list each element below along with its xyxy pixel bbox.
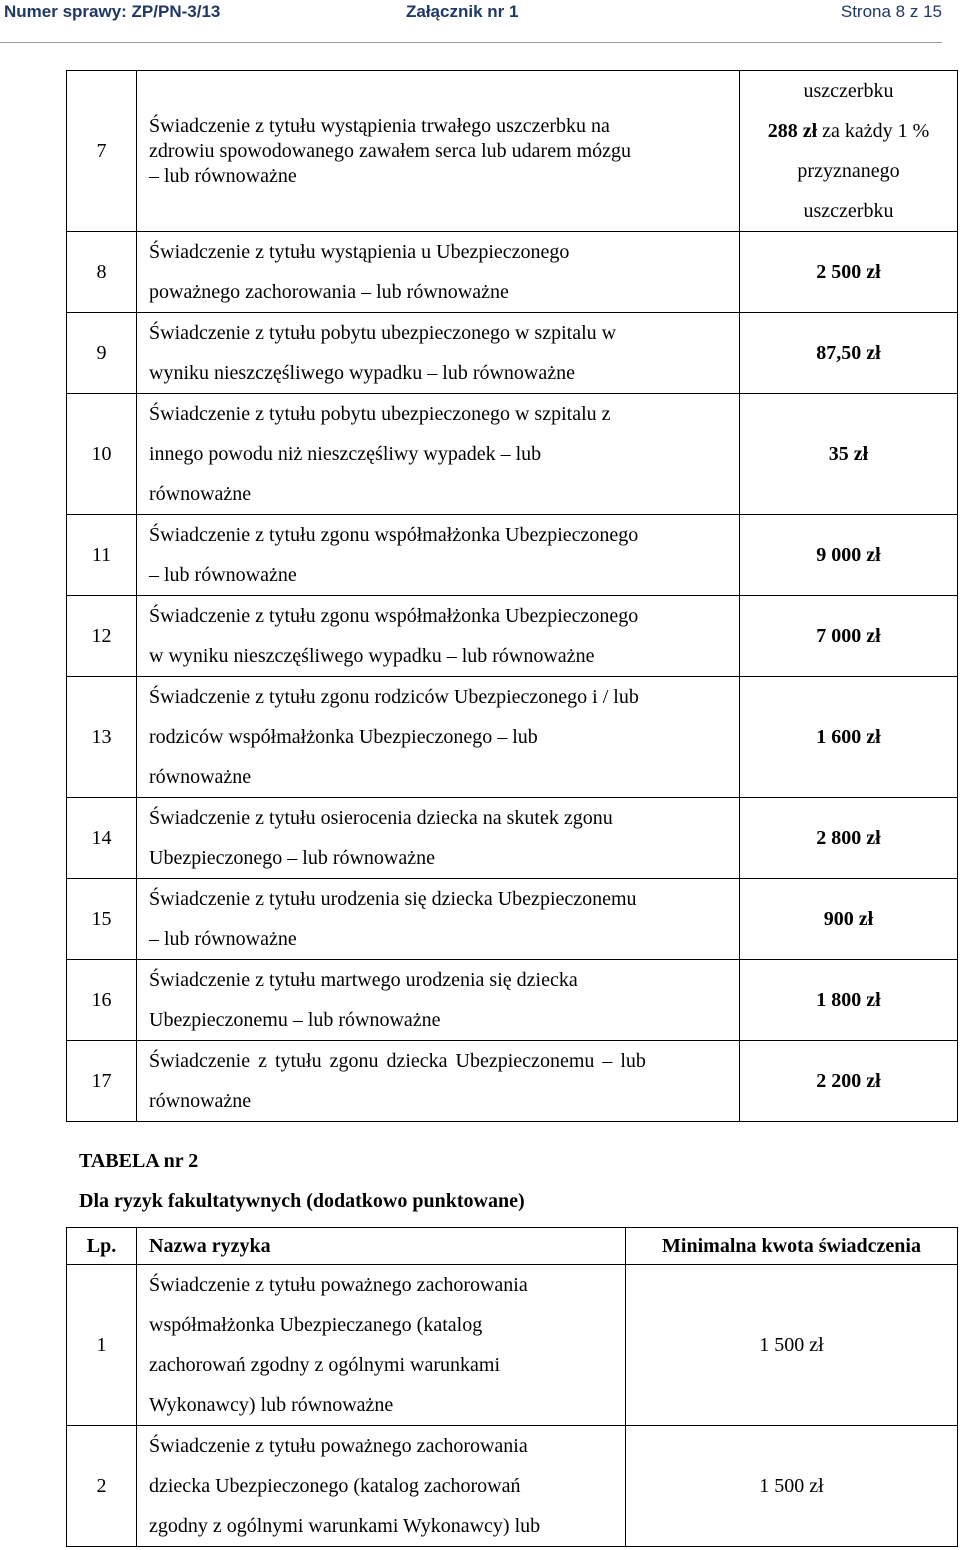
description-line: Świadczenie z tytułu wystąpienia trwałego uszczerbku na	[149, 114, 610, 137]
benefit-description	[137, 515, 740, 596]
description-line: równoważne	[149, 1090, 252, 1112]
header-divider	[0, 42, 942, 43]
benefit-amount: 87,50 zł	[740, 313, 958, 394]
table-row	[67, 798, 958, 879]
column-header-lp: Lp.	[67, 1228, 137, 1265]
table-row	[67, 596, 958, 677]
benefit-amount: 2 800 zł	[740, 798, 958, 879]
table-row	[67, 515, 958, 596]
case-number: Numer sprawy: ZP/PN-3/13	[4, 2, 221, 21]
description-line: równoważne	[149, 766, 252, 788]
row-number: 8	[67, 232, 137, 313]
risk-description	[137, 1426, 626, 1547]
table-row	[67, 232, 958, 313]
description-line: – lub równoważne	[149, 564, 297, 586]
description-line: Świadczenie z tytułu osierocenia dziecka na skutek zgonu	[149, 807, 613, 829]
description-line: Wykonawcy) lub równoważne	[149, 1394, 394, 1416]
benefits-table-2	[66, 1227, 958, 1547]
benefit-description	[137, 677, 740, 798]
table-row	[67, 1265, 958, 1426]
table-row	[67, 313, 958, 394]
row-number: 7	[67, 71, 137, 232]
benefit-description	[137, 394, 740, 515]
description-line: Świadczenie z tytułu poważnego zachorowania	[149, 1435, 528, 1457]
benefit-amount: 2 200 zł	[740, 1041, 958, 1122]
benefit-description	[137, 71, 740, 232]
table-2-subtitle: Dla ryzyk fakultatywnych (dodatkowo punktowane)	[79, 1190, 525, 1212]
row-number: 11	[67, 515, 137, 596]
page-number: Strona 8 z 15	[840, 2, 942, 21]
description-line: Świadczenie z tytułu zgonu współmałżonka Ubezpieczonego	[149, 605, 639, 627]
benefit-description	[137, 313, 740, 394]
row-number: 17	[67, 1041, 137, 1122]
row-number: 1	[67, 1265, 137, 1426]
minimum-amount: 1 500 zł	[626, 1426, 958, 1547]
benefit-description	[137, 798, 740, 879]
table-row	[67, 394, 958, 515]
table-2-title: TABELA nr 2	[79, 1150, 199, 1172]
benefit-description	[137, 232, 740, 313]
amount-line: 288 zł za każdy 1 %	[767, 120, 930, 142]
benefits-table-1	[66, 70, 958, 1122]
benefit-description	[137, 879, 740, 960]
amount-line: uszczerbku	[803, 200, 894, 222]
description-line: zdrowiu spowodowanego zawałem serca lub udarem mózgu	[149, 139, 632, 162]
description-line: Świadczenie z tytułu zgonu dziecka Ubezpieczonemu – lub	[149, 1050, 646, 1072]
page-header	[0, 0, 942, 30]
description-line: Świadczenie z tytułu martwego urodzenia się dziecka	[149, 969, 578, 991]
benefit-amount: 1 600 zł	[740, 677, 958, 798]
benefit-amount: 9 000 zł	[740, 515, 958, 596]
description-line: wyniku nieszczęśliwego wypadku – lub równoważne	[149, 362, 575, 384]
description-line: rodziców współmałżonka Ubezpieczonego – lub	[149, 726, 538, 748]
description-line: Ubezpieczonemu – lub równoważne	[149, 1009, 441, 1031]
amount-line: przyznanego	[797, 160, 900, 182]
description-line: innego powodu niż nieszczęśliwy wypadek – lub	[149, 443, 542, 465]
benefit-amount: 1 800 zł	[740, 960, 958, 1041]
amount-line: uszczerbku	[803, 80, 894, 102]
description-line: zachorowań zgodny z ogólnymi warunkami	[149, 1354, 501, 1376]
benefit-amount	[740, 71, 958, 232]
benefit-amount: 2 500 zł	[740, 232, 958, 313]
row-number: 10	[67, 394, 137, 515]
benefit-description	[137, 596, 740, 677]
risk-description	[137, 1265, 626, 1426]
description-line: Ubezpieczonego – lub równoważne	[149, 847, 435, 869]
description-line: zgodny z ogólnymi warunkami Wykonawcy) lub	[149, 1515, 541, 1537]
description-line: dziecka Ubezpieczonego (katalog zachorowań	[149, 1475, 521, 1497]
column-header-amount: Minimalna kwota świadczenia	[626, 1228, 958, 1265]
row-number: 15	[67, 879, 137, 960]
benefit-amount: 7 000 zł	[740, 596, 958, 677]
table-row	[67, 960, 958, 1041]
description-line: Świadczenie z tytułu zgonu współmałżonka Ubezpieczonego	[149, 524, 639, 546]
description-line: równoważne	[149, 483, 252, 505]
description-line: Świadczenie z tytułu pobytu ubezpieczonego w szpitalu w	[149, 322, 617, 344]
row-number: 2	[67, 1426, 137, 1547]
table-row	[67, 1426, 958, 1547]
description-line: – lub równoważne	[149, 164, 297, 187]
description-line: Świadczenie z tytułu wystąpienia u Ubezpieczonego	[149, 241, 570, 263]
table-row	[67, 1041, 958, 1122]
row-number: 9	[67, 313, 137, 394]
annex-label: Załącznik nr 1	[406, 2, 519, 21]
row-number: 13	[67, 677, 137, 798]
description-line: w wyniku nieszczęśliwego wypadku – lub równoważne	[149, 645, 595, 667]
table-row	[67, 879, 958, 960]
description-line: Świadczenie z tytułu pobytu ubezpieczonego w szpitalu z	[149, 403, 611, 425]
benefit-amount: 35 zł	[740, 394, 958, 515]
row-number: 14	[67, 798, 137, 879]
description-line: Świadczenie z tytułu urodzenia się dziecka Ubezpieczonemu	[149, 888, 637, 910]
description-line: poważnego zachorowania – lub równoważne	[149, 281, 509, 303]
table-row	[67, 677, 958, 798]
table-row	[67, 71, 958, 232]
benefit-description	[137, 1041, 740, 1122]
description-line: współmałżonka Ubezpieczanego (katalog	[149, 1314, 483, 1336]
table-header-row	[67, 1228, 958, 1265]
minimum-amount: 1 500 zł	[626, 1265, 958, 1426]
description-line: Świadczenie z tytułu poważnego zachorowania	[149, 1274, 528, 1296]
row-number: 16	[67, 960, 137, 1041]
column-header-name: Nazwa ryzyka	[137, 1228, 626, 1265]
description-line: Świadczenie z tytułu zgonu rodziców Ubezpieczonego i / lub	[149, 686, 639, 708]
row-number: 12	[67, 596, 137, 677]
description-line: – lub równoważne	[149, 928, 297, 950]
benefit-description	[137, 960, 740, 1041]
benefit-amount: 900 zł	[740, 879, 958, 960]
